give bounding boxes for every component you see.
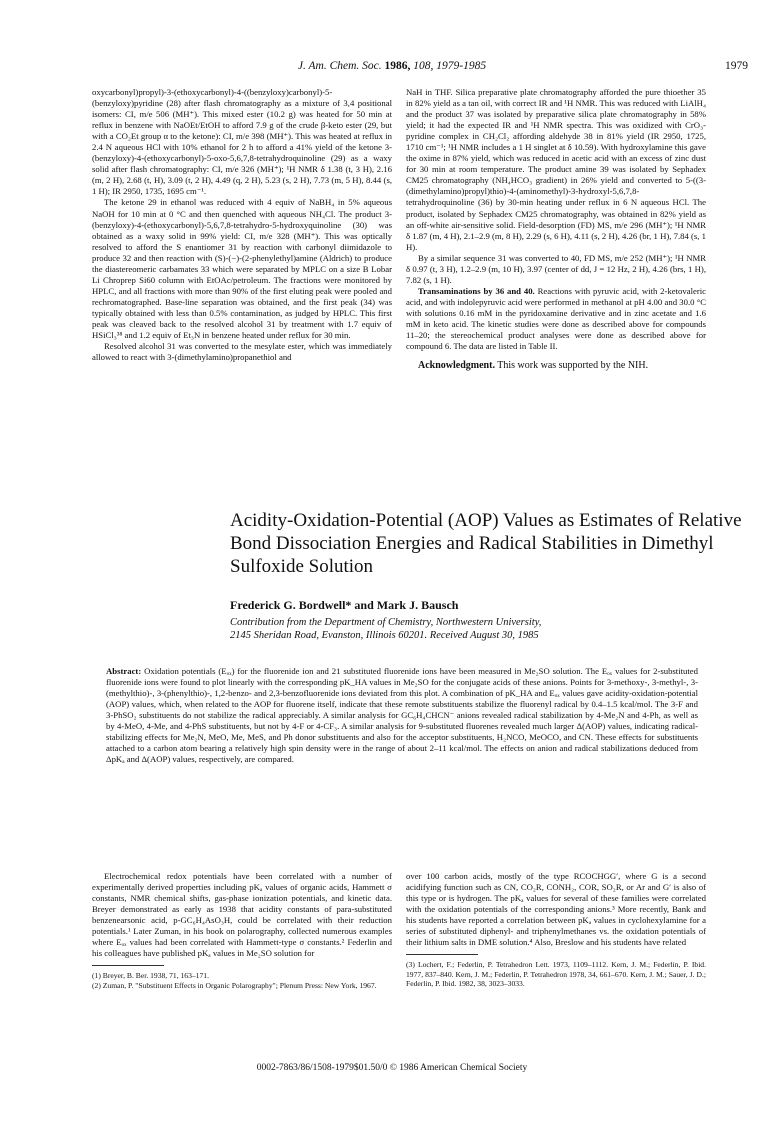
footnote: (1) Breyer, B. Ber. 1938, 71, 163–171. [92,971,209,981]
article-authors: Frederick G. Bordwell* and Mark J. Bausch [230,598,459,612]
paragraph-heading: Transaminations by 36 and 40. [418,285,535,296]
paragraph: Resolved alcohol 31 was converted to the mesylate ester, which was immediately allowed to react with 3-(dimethylamino)propanethiol and [92,341,392,363]
footnote: (2) Zuman, P. "Substituent Effects in Organic Polarography"; Plenum Press: New York, 1967. [92,980,377,990]
body-right-column [406,871,706,989]
abstract [106,666,698,765]
affiliation-line: Contribution from the Department of Chemistry, Northwestern University, [230,617,542,628]
paragraph [406,286,706,352]
footnote: (3) Lochert, F.; Federlin, P. Tetrahedron Lett. 1973, 1109–1112. Kern, J. M.; Federlin, P. Ibid. 1977, 837–840. Kern, J. M.; Federlin, P. Tetrahedron 1978, 34, 661–670. Kern, J. M.; Sauer, J. D.; Federlin, P. Ibid. 1982, 38, 3023–3033. [406,960,706,989]
journal-citation [36,60,748,72]
article-title: Acidity-Oxidation-Potential (AOP) Values as Estimates of Relative Bond Dissociation Energies and Radical Stabilities in Dimethyl Sulfoxide Solution [230,510,742,577]
footnote-rule [406,954,478,955]
journal-name: J. Am. Chem. Soc. [297,60,382,72]
abstract-label: Abstract: [106,666,142,676]
paragraph-text: Reactions with pyruvic acid, with 2-ketovaleric acid, and with indolepyruvic acid were performed in methanol at pH 4.00 and 30.0 °C with solutions 0.16 mM in the pyridoxamine derivative and in zinc acetate and 1.6 mM in keto acid. The kinetic studies were done as described above for compounds 11–20; the stereochemical product analyses were done as described above for compound 6. The data are listed in Table II. [406,285,707,352]
abstract-text: Oxidation potentials (Eₒₓ) for the fluorenide ion and 21 substituted fluorenide ions have been measured in Me₂SO solution. The Eₒₓ values for 2-substituted fluorenide ions were found to plot linearly with the corresponding pK_HA values in Me₂SO for the conjugate acids of these anions. Points for 3-methoxy-, 3-methyl-, 3-(methylthio)-, 3-(phenylthio)-, 1,2-benzo- and 2,3-benzofluorenide ions deviated from this plot. A combination of pK_HA and Eₒₓ values gave acidity-oxidation-potential (AOP) values, which, when related to the AOP for fluorene itself, indicate that these remote substituents stabilize the fluorenyl radical by 0.4–1.5 kcal/mol. The 3-F and 3-PhSO₂ substituents do not stabilize the radical appreciably. A similar analysis for GC₆H₄CHCN⁻ anions revealed radical stabilization by 4-Me₂N and 4-Ph, as well as by 4-MeO, 4-Me, and 4-PhS substituents, but not by 4-F or 4-CF₃. A similar analysis for 9-substituted fluorenes revealed much larger Δ(AOP) values, indicating radical-stabilizing effects for Me₂N, MeO, Me, MeS, and Ph donor substituents and also for the acceptor substituents, H₂NCO, MeOCO, and CN. These effects for substituents attached to a carbon atom bearing a relatively high spin density were in the range of about 2–11 kcal/mol. The effects on anion and radical stabilizations deduced from ΔpKₐ and Δ(AOP) values, respectively, are compared. [106,666,699,765]
journal-year: 1986, [384,60,411,72]
acknowledgment-text: This work was supported by the NIH. [497,360,649,372]
affiliation [230,616,750,642]
journal-volume: 108, [413,60,434,72]
paragraph: By a similar sequence 31 was converted to 40, FD MS, m/e 252 (MH⁺); ¹H NMR δ 0.97 (t, 3 H), 1.2–2.9 (m, 10 H), 3.97 (center of dd, J = 12 Hz, 2 H), 4.26 (brs, 1 H), 7.82 (s, 1 H). [406,252,706,285]
running-header [36,60,748,76]
acknowledgment-heading: Acknowledgment. [418,360,495,372]
body-left-column [92,871,392,990]
experimental-left-column [92,87,392,363]
footnote-rule [92,965,164,966]
affiliation-line: 2145 Sheridan Road, Evanston, Illinois 60201. Received August 30, 1985 [230,630,539,641]
page-number: 1979 [725,60,748,72]
acknowledgment [406,360,706,372]
paragraph: NaH in THF. Silica preparative plate chromatography afforded the pure thioether 35 in 82% yield as a tan oil, with correct IR and ¹H NMR. This was reduced with LiAlH₄ and the product 37 was isolated by preparative silica plate chromatography in 58% yield; it had the expected IR and ¹H NMR spectra. This was oxidized with CrO₃-pyridine complex in CH₂Cl₂ affording aldehyde 38 in 81% yield (IR 2950, 1725, 1710 cm⁻¹; ¹H NMR includes a 1 H singlet at δ 10.59). With hydroxylamine this gave the oxime in 87% yield, which was reduced in acetic acid with an excess of zinc dust for 30 min at room temperature. The product amine 39 was isolated by Sephadex CM25 chromatography (NH₄HCO₃ gradient) in 26% yield and converted to 5-((3-(dimethylamino)propyl)thio)-4-(aminomethyl)-3-hydroxyl-5,6,7,8-tetrahydroquinoline (36) by 30-min heating under reflux in 6 N aqueous HCl. The product, isolated by Sephadex CM25 chromatography, was obtained in 82% yield as an off-white air-sensitive solid. Field-desorption (FD) MS, m/e 296 (MH⁺); ¹H NMR δ 1.87 (m, 4 H), 2.1–2.9 (m, 8 H), 2.29 (s, 6 H), 4.11 (s, 2 H), 4.26 (br, 1 H), 7.84 (s, 1 H). [406,87,706,252]
experimental-right-column [406,87,706,372]
paragraph: Electrochemical redox potentials have been correlated with a number of experimentally derived properties including pKₐ values of organic acids, Hammett σ constants, NMR chemical shifts, gas-phase ionization potentials, and kinetic data. Breyer demonstrated as early as 1938 that acidity constants of para-substituted benzenearsonic acid, p-GC₆H₄AsO₃H, could be correlated with their reduction potentials.¹ Later Zuman, in his book on polarography, collected numerous examples where Eₒₓ values had been correlated with Hammett-type σ constants.² Federlin and his colleagues have published pKₐ values in Me₂SO solution for [92,871,392,959]
paragraph: over 100 carbon acids, mostly of the type RCOCHGG′, where G is a second acidifying function such as CN, CO₂R, CONH₂, COR, SO₂R, or Ar and G′ is also of this type or is hydrogen. The pKₐ values for several of these families were correlated with the oxidation potentials of the corresponding anions.³ More recently, Bank and his students have reported a correlation between pKₐ values in cyclohexylamine for a series of substituted diphenyl- and triphenylmethanes vs. the oxidation potentials of their lithium salts in DME solution.⁴ Also, Breslow and his students have related [406,871,706,948]
paragraph: The ketone 29 in ethanol was reduced with 4 equiv of NaBH₄ in 5% aqueous NaOH for 10 min at 0 °C and then quenched with aqueous NH₄Cl. The product 3-(benzyloxy)-4-(ethoxycarbonyl)-5,6,7,8-tetrahydro-5-hydroxyquinoline (30) was obtained as a waxy solid in 99% yield: CI, m/e 328 (MH⁺). This was optically resolved to afford the S enantiomer 31 by reaction with carbonyl diimidazole to produce 32 and then reaction with (S)-(−)-(2-phenylethyl)amine (Aldrich) to produce the diastereomeric carbamates 33 which were separated by MPLC on a size B Lobar Li Chroprep Si60 column with EtOAc/petroleum. The fractions were monitored by HPLC, and all fractions with more than 90% of the first eluting peak were pooled and rechromatographed. Base-line separation was obtained, and the first peak (34) was typically obtained with less than 0.5% contamination, as judged by HPLC. This first peak was cleaved back to the resolved alcohol 31 by treatment with 1.7 equiv of HSiCl₃³⁸ and 1.2 equiv of Et₃N in benzene heated under reflux for 30 min. [92,197,392,341]
journal-pages: 1979-1985 [436,60,487,72]
paragraph: oxycarbonyl)propyl)-3-(ethoxycarbonyl)-4-((benzyloxy)carbonyl)-5-(benzyloxy)pyridine (28) after flash chromatography as a mixture of 3,4 positional isomers: CI, m/e 506 (MH⁺). This mixed ester (10.2 g) was heated for 50 min at reflux in benzene with NaOEt/EtOH to afford 7.9 g of the crude β-keto ester (29, but with a CO₂Et group α to the ketone): CI, m/e 398 (MH⁺). This was heated at reflux in 2.4 N aqueous HCl with 10% ethanol for 2 h to afford a 41% yield of the ketone 3-(benzyloxy)-4-(ethoxycarbonyl)-5-oxo-5,6,7,8-tetrahydroquinoline (29) as a waxy solid after flash chromatography: CI, m/e 326 (MH⁺); ¹H NMR δ 1.38 (t, 3 H), 2.16 (m, 2 H), 2.68 (t, H), 3.09 (t, 2 H), 4.49 (q, 2 H), 5.23 (s, 2 H), 7.73 (m, 5 H), 8.44 (s, 1 H); IR 2950, 1735, 1695 cm⁻¹. [92,87,392,197]
copyright-footer: 0002-7863/86/1508-1979$01.50/0 © 1986 American Chemical Society [256,1063,528,1073]
